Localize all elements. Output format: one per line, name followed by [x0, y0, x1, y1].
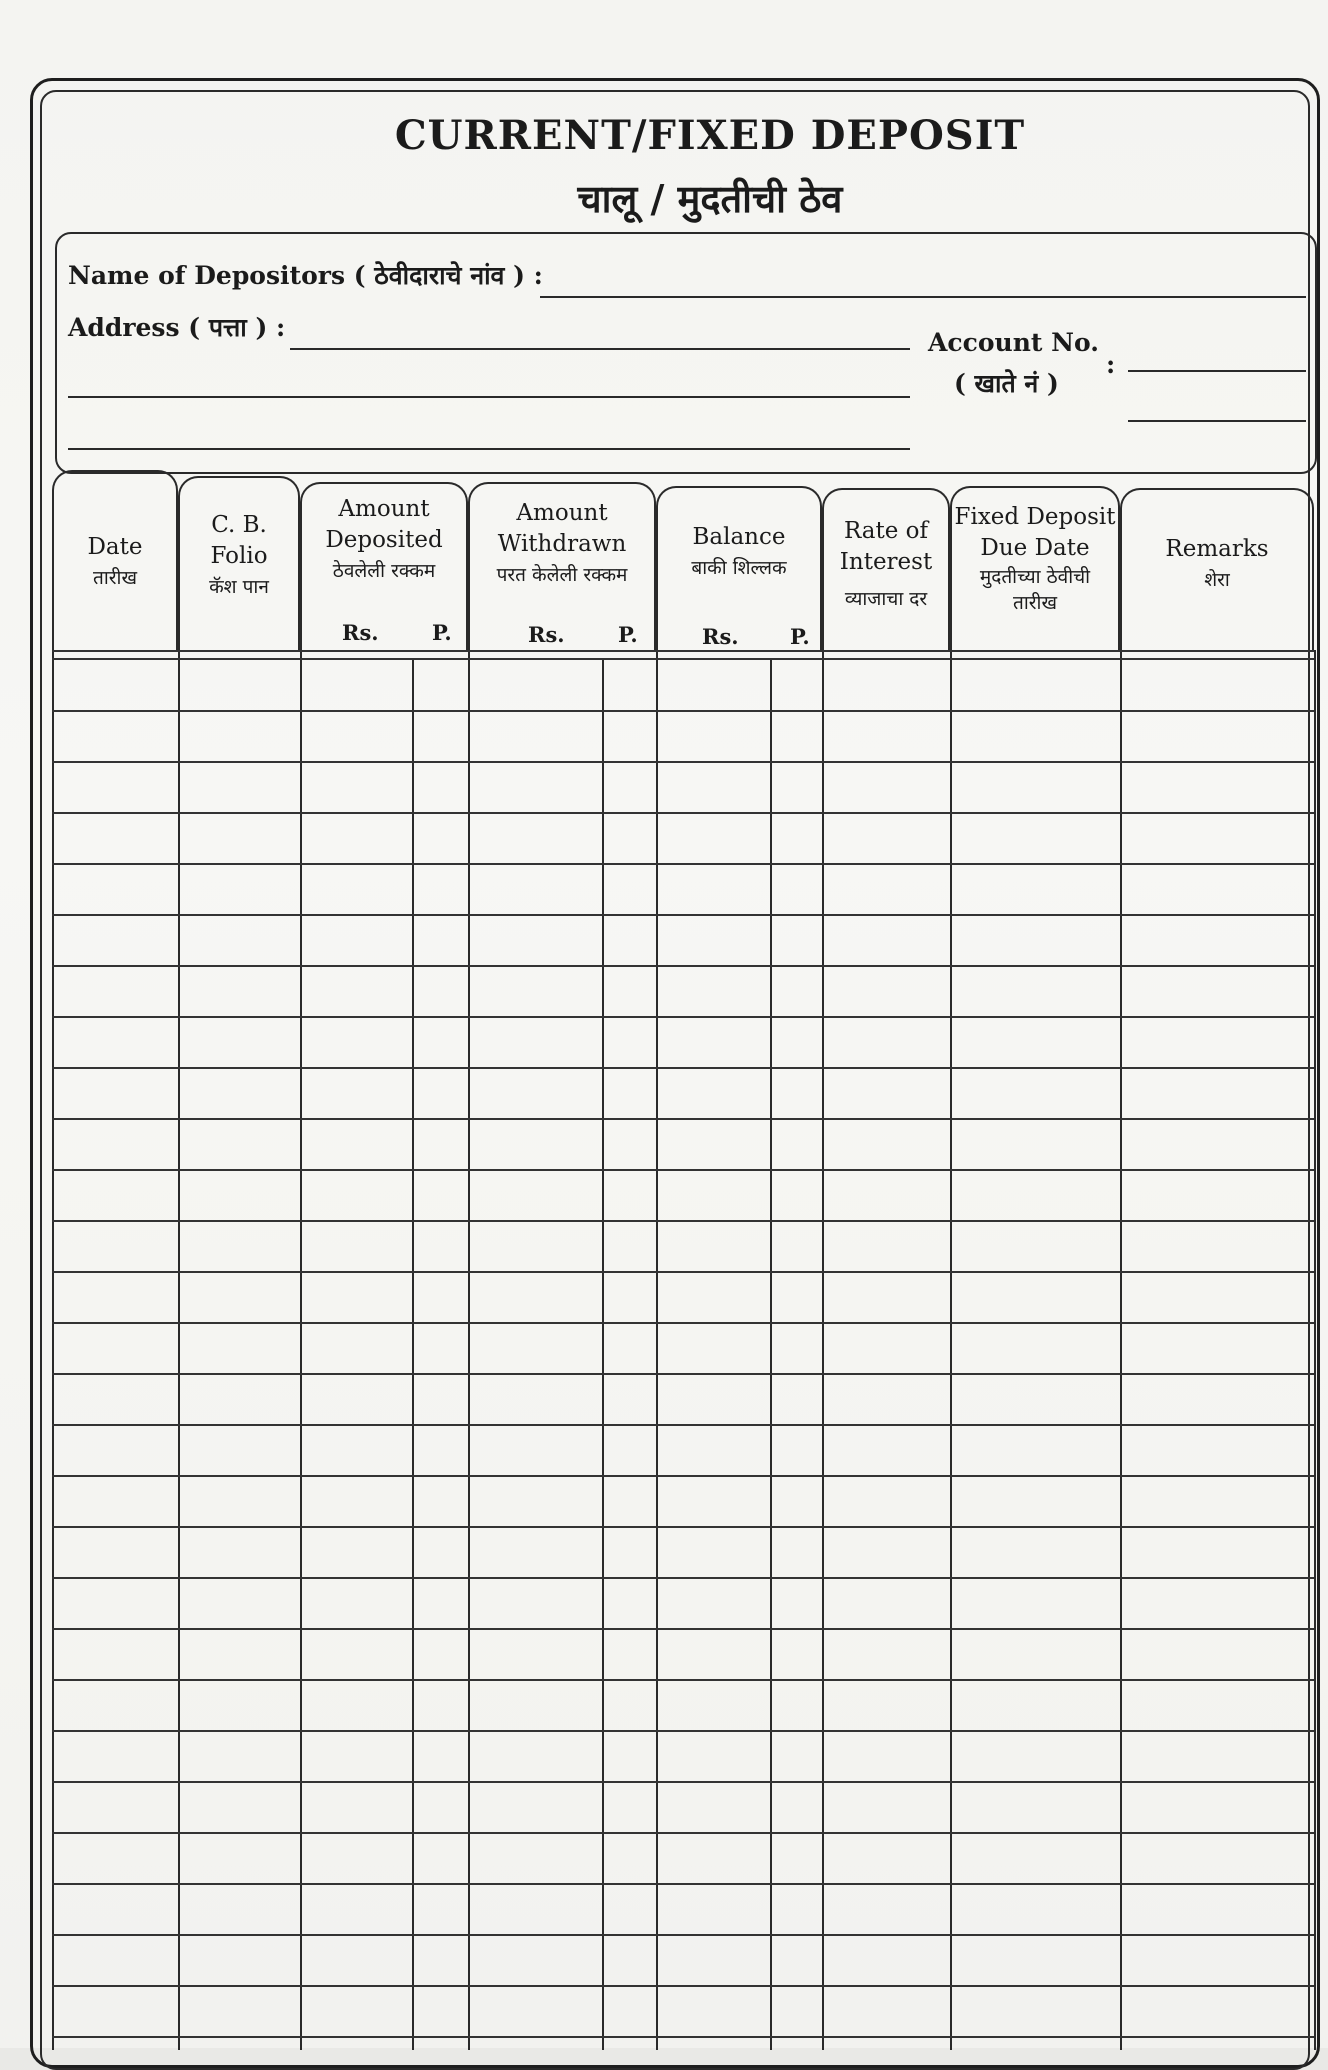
column-header-label-marathi: व्याजाचा दर [844, 588, 928, 610]
column-header-fd-due-date [950, 486, 1120, 650]
address-label: Address ( पत्ता ) : [68, 313, 286, 342]
table-row-line [52, 1169, 1314, 1171]
table-row-line [52, 1628, 1314, 1630]
account-number-field-line-1[interactable] [1128, 370, 1306, 372]
table-row-line [52, 1016, 1314, 1018]
table-row-line [52, 1424, 1314, 1426]
column-header-label: Rate of Interest [839, 518, 933, 575]
account-number-label: Account No. [928, 328, 1099, 357]
column-header-label-marathi: कॅश पान [209, 576, 269, 598]
deposited-p-label: P. [432, 620, 452, 645]
table-row-line [52, 710, 1314, 712]
column-header-label-marathi: मुदतीच्या ठेवीची तारीख [979, 566, 1091, 614]
table-row-line [52, 1322, 1314, 1324]
table-row-line [52, 1883, 1314, 1885]
column-header-label: Date [87, 534, 143, 560]
column-header-label: Remarks [1165, 536, 1269, 562]
table-row-line [52, 863, 1314, 865]
table-row-line [52, 812, 1314, 814]
column-header-label-marathi: बाकी शिल्लक [691, 557, 787, 579]
column-header-label-marathi: शेरा [1204, 569, 1230, 591]
column-header-label-marathi: तारीख [93, 567, 137, 589]
column-header-label: Amount Withdrawn [497, 500, 627, 557]
column-divider [1314, 650, 1316, 2050]
address-field-line-1[interactable] [290, 348, 910, 350]
column-divider [822, 650, 824, 2050]
table-row-line [52, 1118, 1314, 1120]
account-number-field-line-2[interactable] [1128, 420, 1306, 422]
table-row-line [52, 1985, 1314, 1987]
balance-p-label: P. [790, 624, 810, 649]
table-row-line [52, 1832, 1314, 1834]
column-header-label: Fixed Deposit Due Date [954, 504, 1116, 561]
address-field-line-3[interactable] [68, 448, 910, 450]
account-number-label-marathi: ( खाते नं ) [954, 369, 1059, 398]
column-header-label: C. B. Folio [210, 512, 268, 569]
table-row-line [52, 1220, 1314, 1222]
form-title: CURRENT/FIXED DEPOSIT [394, 112, 1026, 159]
withdrawn-p-label: P. [618, 622, 638, 647]
account-colon: : [1106, 350, 1116, 379]
column-divider [656, 650, 658, 2050]
deposited-rs-label: Rs. [342, 620, 379, 645]
table-row-line [52, 761, 1314, 763]
column-header-label-marathi: परत केलेली रक्कम [496, 564, 628, 586]
table-row-line [52, 1067, 1314, 1069]
table-row-line [52, 2036, 1314, 2038]
header-underline [52, 650, 1314, 652]
column-divider [1120, 650, 1122, 2050]
table-row-line [52, 1475, 1314, 1477]
column-divider [770, 658, 772, 2050]
column-divider [602, 658, 604, 2050]
depositor-name-field[interactable] [540, 296, 1306, 298]
table-row-line [52, 1781, 1314, 1783]
column-divider [52, 650, 54, 2050]
column-header-cb-folio [178, 476, 300, 650]
table-row-line [52, 965, 1314, 967]
column-header-remarks [1120, 488, 1314, 650]
table-row-line [52, 1271, 1314, 1273]
column-divider [178, 650, 180, 2050]
column-divider [950, 650, 952, 2050]
column-divider [300, 650, 302, 2050]
table-row-line [52, 1934, 1314, 1936]
column-header-label: Balance [692, 524, 786, 550]
column-header-label-marathi: ठेवलेली रक्कम [332, 560, 436, 582]
table-row-line [52, 914, 1314, 916]
column-divider [412, 658, 414, 2050]
table-row-line [52, 1373, 1314, 1375]
table-row-line [52, 1679, 1314, 1681]
withdrawn-rs-label: Rs. [528, 622, 565, 647]
column-header-date [52, 470, 178, 650]
form-title-marathi: चालू / मुदतीची ठेव [577, 177, 843, 221]
balance-rs-label: Rs. [702, 624, 739, 649]
table-row-line [52, 1577, 1314, 1579]
ledger-table [52, 470, 1320, 2048]
column-header-label: Amount Deposited [325, 496, 443, 553]
header-underline [52, 658, 1314, 660]
column-header-rate-of-interest [822, 488, 950, 650]
table-row-line [52, 1526, 1314, 1528]
depositor-name-label: Name of Depositors ( ठेवीदाराचे नांव ) : [68, 261, 543, 290]
table-row-line [52, 1730, 1314, 1732]
column-divider [468, 650, 470, 2050]
address-field-line-2[interactable] [68, 396, 910, 398]
